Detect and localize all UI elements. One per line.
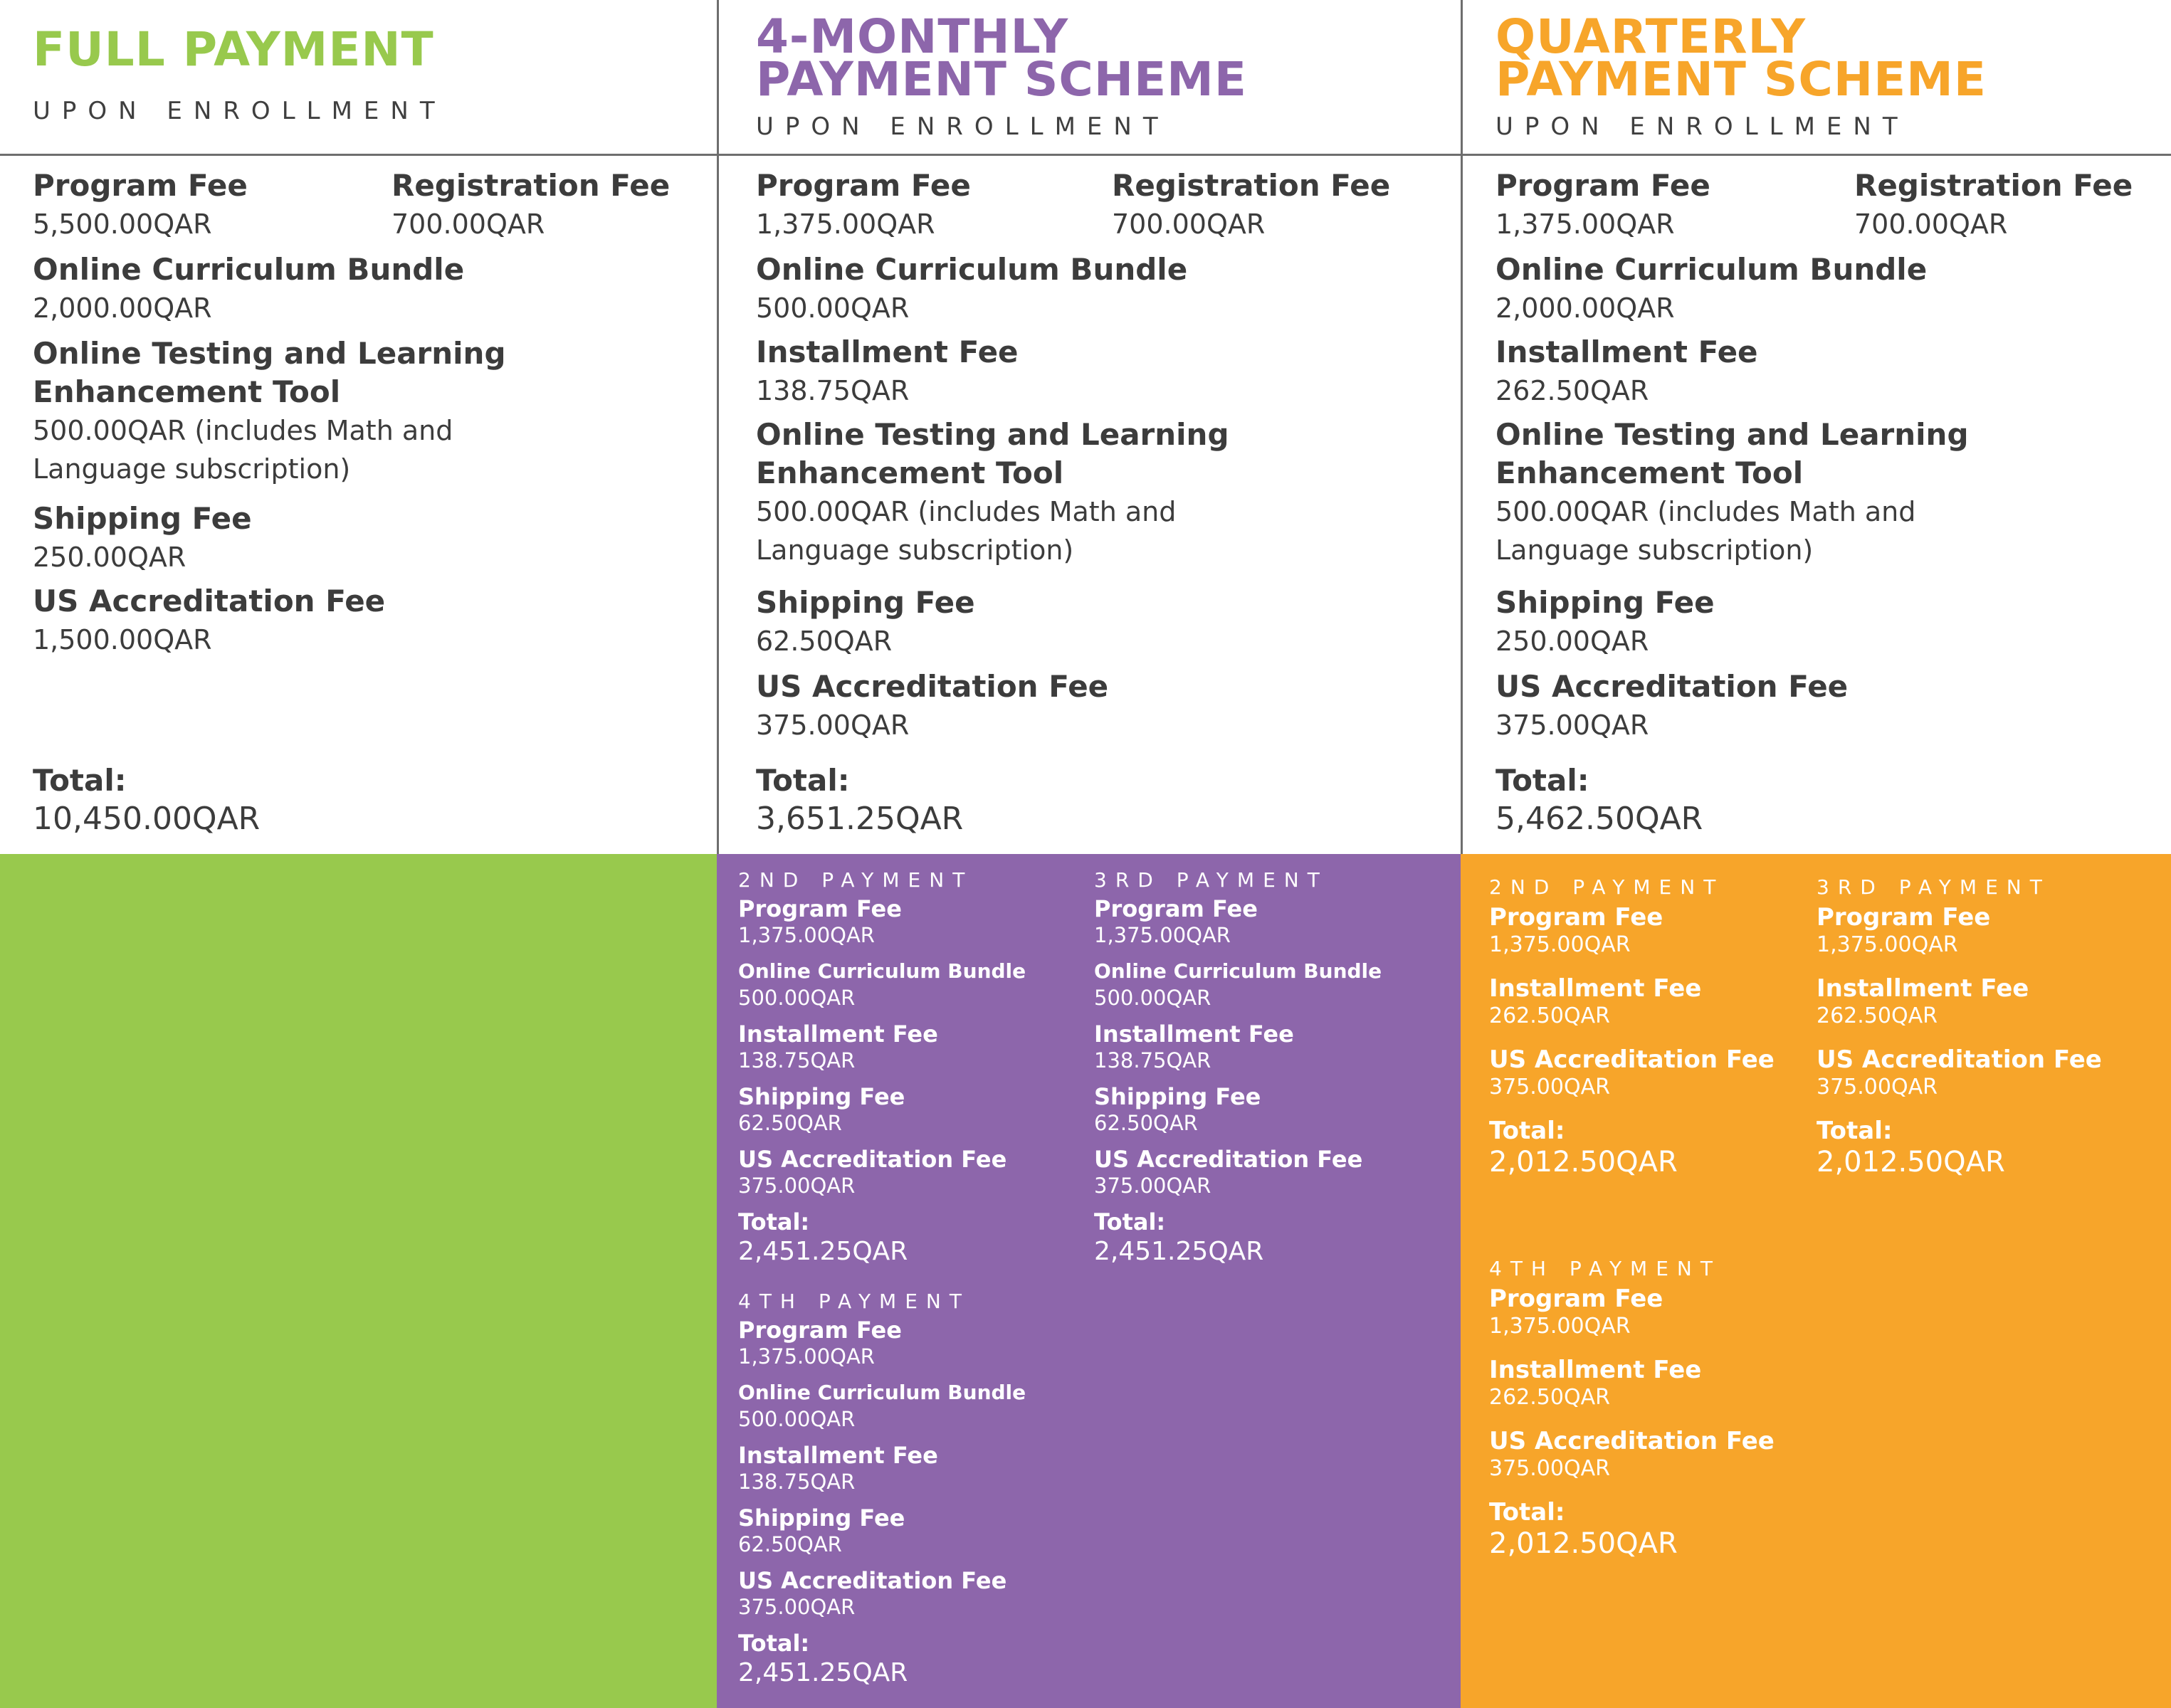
fee-label: Program Fee [738, 1317, 902, 1344]
fee-label: Program Fee [1489, 903, 1663, 932]
quarterly-registration-fee [1854, 167, 2133, 243]
fee-label: Installment Fee [1817, 974, 2029, 1003]
quarterly-3rd-payment [1817, 875, 2102, 1178]
monthly-testing-tool [756, 416, 1229, 569]
fee-value: 250.00QAR [1495, 626, 1649, 657]
fee-label: Installment Fee [738, 1021, 938, 1048]
fee-label: US Accreditation Fee [1495, 669, 1849, 704]
total-value: 2,451.25QAR [1094, 1237, 1264, 1266]
quarterly-2nd-payment [1489, 875, 1775, 1178]
monthly-payment-column [717, 0, 1461, 854]
total-value: 2,012.50QAR [1817, 1146, 2005, 1179]
fee-value: Language subscription) [33, 453, 351, 485]
fee-label: Installment Fee [738, 1442, 938, 1469]
fee-value: 500.00QAR [738, 986, 856, 1010]
monthly-accreditation-fee [756, 668, 1108, 744]
total-value: 2,451.25QAR [738, 1237, 908, 1266]
fee-label: Online Curriculum Bundle [738, 1381, 1026, 1404]
fee-value: 62.50QAR [756, 626, 893, 657]
fee-value: 262.50QAR [1489, 1003, 1610, 1028]
quarterly-program-fee [1495, 167, 1710, 243]
quarterly-installment-fee [1495, 333, 1758, 410]
fee-label: US Accreditation Fee [1094, 1146, 1363, 1173]
quarterly-4th-payment [1489, 1257, 1775, 1559]
fee-label: Online Curriculum Bundle [756, 252, 1188, 287]
fee-label: Online Curriculum Bundle [1495, 252, 1928, 287]
full-accreditation-fee [33, 582, 385, 659]
fee-label: Installment Fee [1489, 1356, 1702, 1384]
fee-value: 2,000.00QAR [33, 292, 212, 324]
quarterly-title-line-1: QUARTERLY [1495, 9, 1807, 64]
fee-value: 62.50QAR [738, 1111, 842, 1135]
fee-value: 262.50QAR [1489, 1385, 1610, 1410]
fee-value: 500.00QAR (includes Math and [33, 415, 453, 446]
fee-value: 138.75QAR [738, 1470, 856, 1494]
fee-label: Online Testing and Learning [33, 336, 506, 371]
fee-label: Shipping Fee [1094, 1083, 1261, 1110]
total-label: Total: [1495, 763, 1589, 798]
fee-value: 1,375.00QAR [1489, 1314, 1631, 1339]
quarterly-title-line-2: PAYMENT SCHEME [1495, 52, 1987, 107]
fee-value: 500.00QAR [1094, 986, 1211, 1010]
fee-value: Language subscription) [1495, 534, 1814, 566]
fee-label: Program Fee [738, 895, 902, 922]
fee-value: 500.00QAR [756, 292, 910, 324]
full-testing-tool [33, 334, 506, 488]
monthly-installment-fee [756, 333, 1019, 410]
fee-label: Program Fee [33, 168, 248, 203]
fee-label: US Accreditation Fee [1817, 1045, 2102, 1074]
fee-value: 2,000.00QAR [1495, 292, 1675, 324]
fee-value: 375.00QAR [738, 1595, 856, 1619]
fee-value: 250.00QAR [33, 542, 186, 573]
fee-value: 1,375.00QAR [738, 1344, 875, 1369]
quarterly-title [1495, 9, 1987, 107]
total-label: Total: [1489, 1117, 1565, 1145]
quarterly-accreditation-fee [1495, 668, 1848, 744]
fee-label: Shipping Fee [756, 585, 975, 620]
full-payment-column [0, 0, 717, 854]
fee-value: 62.50QAR [738, 1532, 842, 1556]
fee-value: 375.00QAR [1094, 1174, 1211, 1198]
full-payment-title: FULL PAYMENT [33, 22, 434, 77]
fee-value: 375.00QAR [756, 710, 910, 741]
payment-title: 4TH PAYMENT [1489, 1257, 1721, 1280]
fee-value: 700.00QAR [1854, 209, 2008, 240]
fee-label: Program Fee [1495, 168, 1710, 203]
fee-label: Registration Fee [1112, 168, 1391, 203]
fee-label: Online Curriculum Bundle [738, 959, 1026, 983]
fee-label: Online Curriculum Bundle [33, 252, 465, 287]
monthly-installments-panel [717, 854, 1461, 1708]
fee-value: 375.00QAR [1495, 710, 1649, 741]
fee-value: 375.00QAR [1489, 1456, 1610, 1481]
fee-value: 1,375.00QAR [1495, 209, 1675, 240]
total-label: Total: [1489, 1498, 1565, 1527]
quarterly-curriculum-bundle [1495, 251, 1927, 327]
fee-value: 1,375.00QAR [1817, 932, 1958, 957]
full-registration-fee [391, 167, 670, 243]
fee-label: US Accreditation Fee [738, 1146, 1007, 1173]
fee-label: Enhancement Tool [33, 374, 341, 409]
fee-value: 5,500.00QAR [33, 209, 212, 240]
quarterly-subtitle: UPON ENROLLMENT [1495, 112, 1909, 141]
fee-label: Shipping Fee [1495, 585, 1715, 620]
fee-value: 1,375.00QAR [756, 209, 935, 240]
total-label: Total: [756, 763, 850, 798]
full-payment-color-panel [0, 854, 717, 1708]
quarterly-payment-column [1461, 0, 2171, 854]
fee-value: 62.50QAR [1094, 1111, 1198, 1135]
fee-label: Program Fee [1489, 1285, 1663, 1313]
fee-value: 1,375.00QAR [1094, 923, 1231, 947]
fee-label: Shipping Fee [33, 501, 252, 536]
fee-value: 262.50QAR [1817, 1003, 1938, 1028]
total-value: 2,012.50QAR [1489, 1146, 1678, 1179]
fee-value: 375.00QAR [738, 1174, 856, 1198]
total-label: Total: [1094, 1208, 1166, 1235]
monthly-total [756, 761, 963, 838]
total-label: Total: [1817, 1117, 1893, 1145]
fee-label: Enhancement Tool [756, 455, 1064, 490]
fee-label: Registration Fee [391, 168, 671, 203]
total-label: Total: [738, 1208, 810, 1235]
fee-label: Online Testing and Learning [756, 417, 1229, 452]
fee-value: 500.00QAR (includes Math and [756, 496, 1177, 527]
total-value: 5,462.50QAR [1495, 801, 1703, 837]
payment-title: 3RD PAYMENT [1094, 868, 1328, 892]
fee-value: 262.50QAR [1495, 375, 1649, 406]
fee-value: 500.00QAR [738, 1407, 856, 1431]
payment-title: 3RD PAYMENT [1817, 875, 2051, 899]
fee-value: Language subscription) [756, 534, 1074, 566]
total-value: 2,012.50QAR [1489, 1527, 1678, 1560]
fee-label: US Accreditation Fee [33, 584, 386, 618]
monthly-title [756, 9, 1247, 107]
fee-label: US Accreditation Fee [756, 669, 1109, 704]
fee-label: US Accreditation Fee [1489, 1427, 1775, 1455]
monthly-title-line-1: 4-MONTHLY [756, 9, 1069, 64]
quarterly-shipping-fee [1495, 584, 1715, 660]
fee-label: Enhancement Tool [1495, 455, 1804, 490]
fee-label: Program Fee [1817, 903, 1991, 932]
fee-value: 138.75QAR [738, 1048, 856, 1072]
full-program-fee [33, 167, 248, 243]
fee-label: Online Testing and Learning [1495, 417, 1969, 452]
fee-label: Registration Fee [1854, 168, 2133, 203]
monthly-3rd-payment [1094, 868, 1382, 1267]
payment-title: 2ND PAYMENT [738, 868, 974, 892]
fee-value: 1,375.00QAR [738, 923, 875, 947]
fee-value: 700.00QAR [391, 209, 545, 240]
fee-label: Installment Fee [1495, 334, 1758, 369]
monthly-shipping-fee [756, 584, 975, 660]
fee-label: Program Fee [756, 168, 971, 203]
full-curriculum-bundle [33, 251, 464, 327]
payment-title: 2ND PAYMENT [1489, 875, 1725, 899]
monthly-curriculum-bundle [756, 251, 1187, 327]
fee-value: 1,500.00QAR [33, 624, 212, 655]
fee-value: 375.00QAR [1489, 1075, 1610, 1100]
total-label: Total: [738, 1630, 810, 1657]
total-label: Total: [33, 763, 127, 798]
fee-value: 500.00QAR (includes Math and [1495, 496, 1916, 527]
fee-label: Shipping Fee [738, 1504, 905, 1532]
full-total [33, 761, 260, 838]
monthly-title-line-2: PAYMENT SCHEME [756, 52, 1247, 107]
fee-label: Installment Fee [1489, 974, 1702, 1003]
fee-label: Shipping Fee [738, 1083, 905, 1110]
total-value: 3,651.25QAR [756, 801, 964, 837]
fee-value: 138.75QAR [1094, 1048, 1211, 1072]
quarterly-installments-panel [1461, 854, 2171, 1708]
full-shipping-fee [33, 500, 252, 576]
fee-value: 375.00QAR [1817, 1075, 1938, 1100]
fee-label: US Accreditation Fee [1489, 1045, 1775, 1074]
fee-label: Program Fee [1094, 895, 1258, 922]
monthly-program-fee [756, 167, 971, 243]
quarterly-testing-tool [1495, 416, 1969, 569]
monthly-4th-payment [738, 1290, 1026, 1689]
monthly-registration-fee [1112, 167, 1390, 243]
monthly-subtitle: UPON ENROLLMENT [756, 112, 1169, 141]
fee-label: Online Curriculum Bundle [1094, 959, 1382, 983]
monthly-2nd-payment [738, 868, 1026, 1267]
total-value: 10,450.00QAR [33, 801, 261, 837]
fee-value: 1,375.00QAR [1489, 932, 1631, 957]
payment-title: 4TH PAYMENT [738, 1290, 970, 1313]
quarterly-total [1495, 761, 1703, 838]
fee-label: Installment Fee [756, 334, 1019, 369]
fee-value: 138.75QAR [756, 375, 910, 406]
fee-label: Installment Fee [1094, 1021, 1294, 1048]
fee-value: 700.00QAR [1112, 209, 1266, 240]
fee-label: US Accreditation Fee [738, 1567, 1007, 1594]
total-value: 2,451.25QAR [738, 1658, 908, 1687]
full-payment-subtitle: UPON ENROLLMENT [33, 97, 446, 125]
